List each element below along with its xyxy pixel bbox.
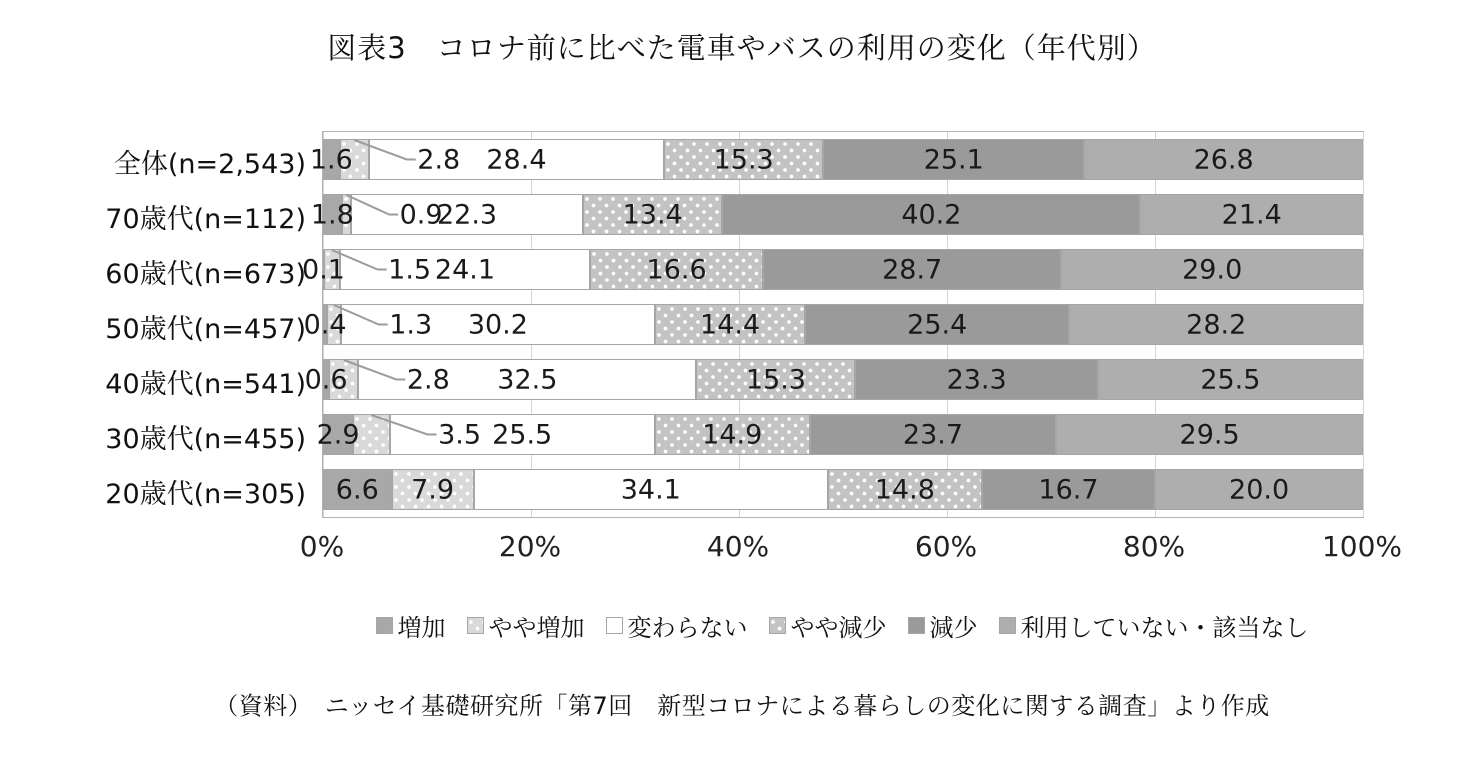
value-label: 40.2 <box>901 199 962 230</box>
value-label: 14.9 <box>702 419 763 450</box>
value-label: 3.5 <box>438 419 482 450</box>
value-label: 0.4 <box>303 309 347 340</box>
value-label: 24.1 <box>434 254 496 285</box>
value-label: 25.4 <box>907 309 968 340</box>
category-label: 70歳代(n=112) <box>105 203 306 235</box>
value-label: 25.1 <box>923 144 984 175</box>
category-label: 40歳代(n=541) <box>105 368 306 400</box>
legend-item <box>376 608 446 643</box>
legend-swatch <box>376 617 393 634</box>
category-label: 30歳代(n=455) <box>105 423 306 455</box>
legend-item <box>467 608 585 643</box>
legend-label: 増加 <box>397 614 446 642</box>
legend-swatch <box>769 617 786 634</box>
leader-line <box>344 360 406 380</box>
axis-tick-label: 40% <box>706 530 770 563</box>
legend-item <box>606 608 748 643</box>
value-label: 28.4 <box>486 144 547 175</box>
legend-swatch <box>908 617 925 634</box>
chart-title: 図表3 コロナ前に比べた電車やバスの利用の変化（年代別） <box>327 31 1157 65</box>
value-label: 1.6 <box>309 144 353 175</box>
value-label: 23.3 <box>946 364 1007 395</box>
category-label: 50歳代(n=457) <box>105 313 306 345</box>
value-label: 25.5 <box>492 419 553 450</box>
value-label: 21.4 <box>1221 199 1282 230</box>
legend-swatch <box>606 617 623 634</box>
axis-tick-label: 20% <box>498 530 562 563</box>
category-label: 全体(n=2,543) <box>113 148 306 180</box>
value-label: 14.8 <box>874 474 935 505</box>
legend-item <box>999 608 1309 643</box>
value-label: 25.5 <box>1200 364 1261 395</box>
legend-label: 変わらない <box>627 614 748 642</box>
leader-line <box>346 195 398 215</box>
legend-label: やや増加 <box>488 614 585 642</box>
legend-swatch <box>467 617 484 634</box>
value-label: 13.4 <box>622 199 683 230</box>
legend-item <box>908 608 978 643</box>
value-label: 7.9 <box>411 474 455 505</box>
value-label: 1.3 <box>389 309 433 340</box>
legend <box>292 608 1392 643</box>
value-label: 32.5 <box>497 364 558 395</box>
value-label: 23.7 <box>902 419 964 450</box>
legend-label: やや減少 <box>790 614 887 642</box>
category-label: 60歳代(n=673) <box>105 258 306 290</box>
value-label: 0.9 <box>399 199 443 230</box>
value-label: 22.3 <box>436 199 498 230</box>
value-label: 2.8 <box>417 144 461 175</box>
value-label: 16.7 <box>1038 474 1099 505</box>
x-axis <box>299 530 1403 570</box>
value-label: 28.7 <box>882 254 943 285</box>
value-label: 15.3 <box>745 364 806 395</box>
value-label: 15.3 <box>713 144 774 175</box>
value-label: 29.5 <box>1179 419 1240 450</box>
value-label: 30.2 <box>467 309 528 340</box>
plot-area <box>302 131 1364 518</box>
value-label: 0.1 <box>302 254 345 285</box>
leader-line <box>371 415 436 435</box>
legend-label: 利用していない・該当なし <box>1020 614 1309 642</box>
legend-item <box>769 608 887 643</box>
value-label: 6.6 <box>335 474 379 505</box>
legend-label: 減少 <box>929 614 978 642</box>
value-label: 28.2 <box>1186 309 1247 340</box>
category-axis <box>0 131 310 516</box>
value-label: 0.6 <box>304 364 348 395</box>
legend-swatch <box>999 617 1016 634</box>
source-note: （資料） ニッセイ基礎研究所「第7回 新型コロナによる暮らしの変化に関する調査」より作成 <box>214 692 1270 720</box>
value-label: 2.9 <box>316 419 360 450</box>
axis-tick-label: 0% <box>299 530 345 563</box>
leader-line <box>354 140 416 160</box>
value-label: 2.8 <box>406 364 450 395</box>
axis-tick-label: 60% <box>914 530 978 563</box>
axis-tick-label: 80% <box>1122 530 1186 563</box>
value-label: 14.4 <box>699 309 761 340</box>
value-label: 1.5 <box>388 254 432 285</box>
value-label: 26.8 <box>1193 144 1254 175</box>
axis-tick-label: 100% <box>1321 530 1403 563</box>
gridline <box>1363 132 1364 517</box>
value-label: 20.0 <box>1229 474 1290 505</box>
value-label: 34.1 <box>620 474 681 505</box>
value-label: 29.0 <box>1182 254 1243 285</box>
category-label: 20歳代(n=305) <box>105 478 306 510</box>
value-label: 16.6 <box>646 254 707 285</box>
value-label: 1.8 <box>310 199 354 230</box>
